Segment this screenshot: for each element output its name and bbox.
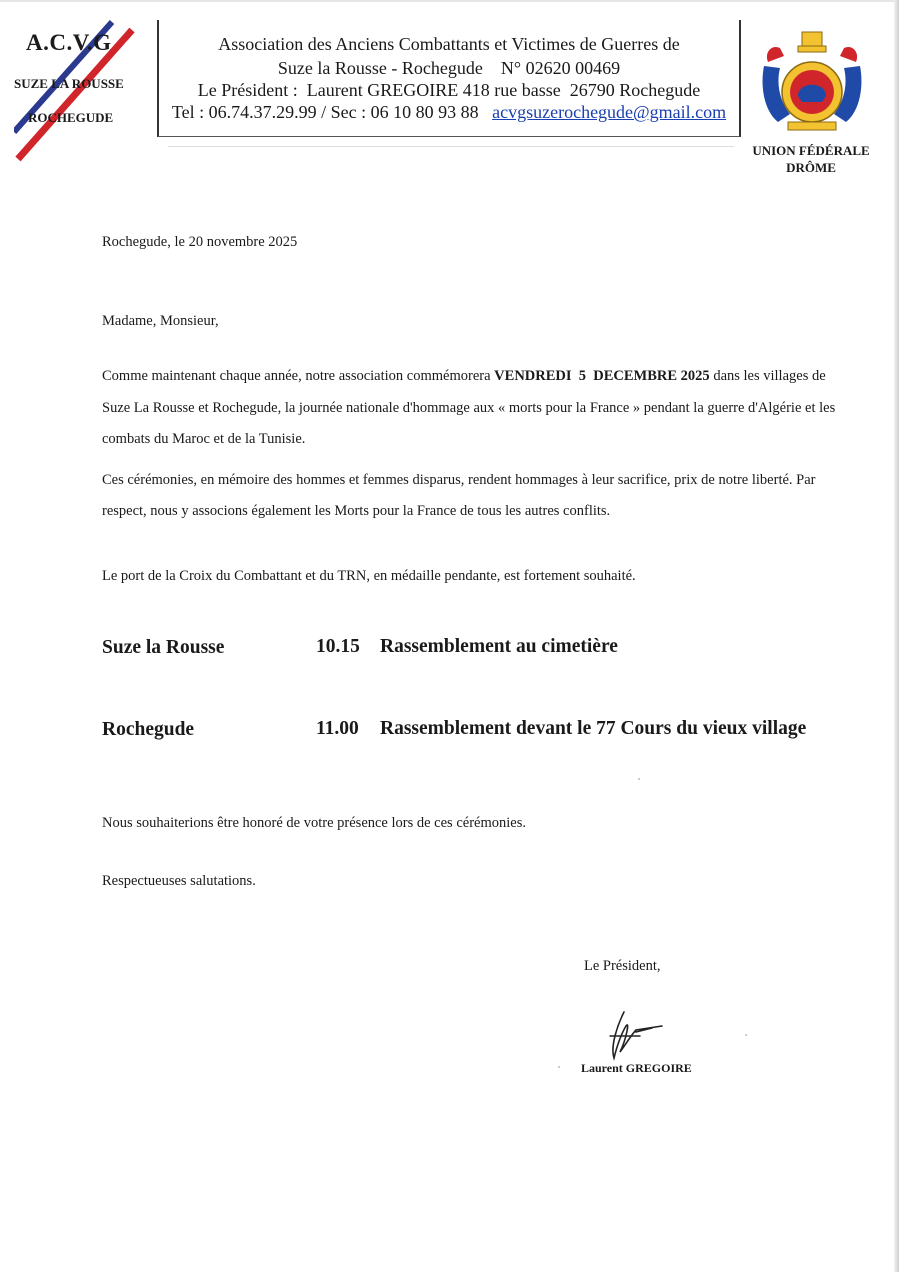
letterhead-line-3: Le Président : Laurent GREGOIRE 418 rue basse 26790 Rochegude xyxy=(197,80,701,100)
schedule-time-1: 10.15 xyxy=(316,636,360,657)
signatory-role: Le Président, xyxy=(584,958,661,974)
scan-speck xyxy=(745,1034,747,1036)
acvg-logo-title: A.C.V.G xyxy=(26,30,112,55)
letterhead-line-4 xyxy=(159,102,739,123)
acvg-logo-line2: ROCHEGUDE xyxy=(28,110,114,125)
paragraph-2: Ces cérémonies, en mémoire des hommes et femmes disparus, rendent hommages à leur sacrifice, prix de notre liberté. Par respect, nous y associons également les Morts pour la France de tous les autres conflits. xyxy=(102,472,816,519)
union-federale-emblem-icon xyxy=(758,26,866,136)
email-link[interactable]: acvgsuzerochegude@gmail.com xyxy=(492,102,727,122)
paragraph-3: Le port de la Croix du Combattant et du TRN, en médaille pendante, est fortement souhaité. xyxy=(102,568,636,584)
signature-icon xyxy=(596,1006,676,1062)
phone-numbers: Tel : 06.74.37.29.99 / Sec : 06 10 80 93 88 xyxy=(171,102,479,122)
scan-speck xyxy=(558,1066,560,1068)
paragraph-1-start: Comme maintenant chaque année, notre association commémorera xyxy=(102,368,495,384)
paragraph-1-end: dans les villages de Suze La Rousse et Rochegude, la journée nationale d'hommage aux « morts pour la France » pendant la guerre d'Algérie et les combats du Maroc et de la Tunisie. xyxy=(102,368,836,447)
acvg-logo-line1: SUZE LA ROUSSE xyxy=(14,76,124,91)
letterhead-box xyxy=(157,20,741,137)
paragraph-1 xyxy=(102,361,842,456)
letterhead-line-1: Association des Anciens Combattants et Victimes de Guerres de xyxy=(218,34,680,54)
greeting: Madame, Monsieur, xyxy=(102,313,219,329)
scan-speck xyxy=(638,778,640,780)
union-federale-label: UNION FÉDÉRALE xyxy=(752,143,870,158)
divider xyxy=(168,146,734,147)
closing-line-2: Respectueuses salutations. xyxy=(102,873,256,889)
schedule-place-1: Suze la Rousse xyxy=(102,637,225,658)
schedule-time-2: 11.00 xyxy=(316,718,359,739)
schedule-description-2: Rassemblement devant le 77 Cours du vieux village xyxy=(380,718,807,739)
schedule-place-2: Rochegude xyxy=(102,719,195,740)
schedule-description-1: Rassemblement au cimetière xyxy=(380,636,618,657)
drome-label: DRÔME xyxy=(786,160,836,175)
event-date: VENDREDI 5 DECEMBRE 2025 xyxy=(494,368,710,384)
closing-line-1: Nous souhaiterions être honoré de votre présence lors de ces cérémonies. xyxy=(102,815,526,831)
scan-edge-right xyxy=(894,0,899,1272)
signatory-name: Laurent GREGOIRE xyxy=(581,1061,692,1075)
scan-edge-top xyxy=(0,0,899,2)
date-line: Rochegude, le 20 novembre 2025 xyxy=(102,234,298,250)
letterhead-line-2: Suze la Rousse - Rochegude N° 02620 00469 xyxy=(277,58,621,78)
